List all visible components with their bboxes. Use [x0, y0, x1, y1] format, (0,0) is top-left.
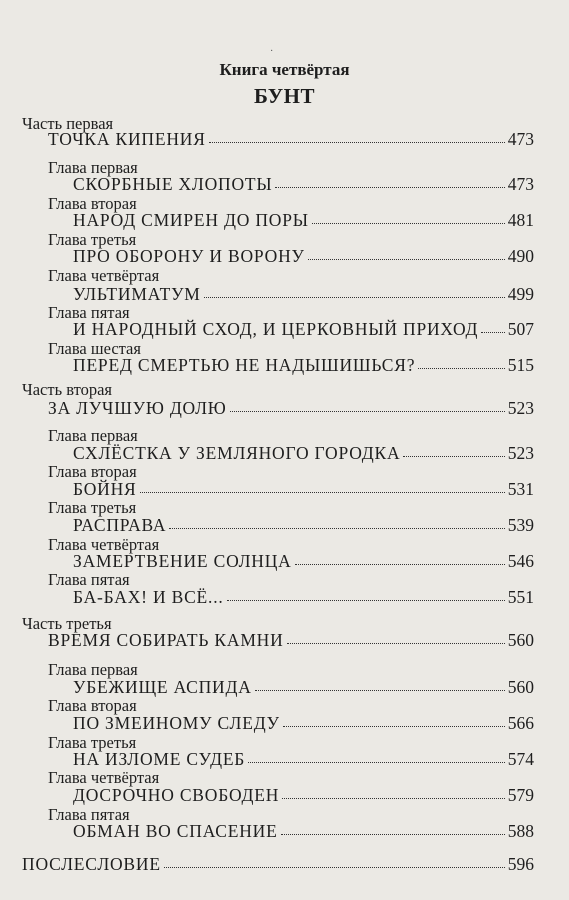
chapter-title: ПЕРЕД СМЕРТЬЮ НЕ НАДЫШИШЬСЯ?: [73, 355, 416, 375]
leader-dots: [281, 833, 505, 835]
page-number: 574: [507, 749, 534, 769]
chapter-entry: [73, 319, 534, 340]
part-title: ТОЧКА КИПЕНИЯ: [48, 129, 206, 149]
leader-dots: [312, 222, 505, 224]
chapter-title: ОБМАН ВО СПАСЕНИЕ: [73, 821, 278, 841]
leader-dots: [140, 491, 505, 493]
chapter-entry: [73, 821, 534, 842]
page-number: 499: [507, 284, 534, 304]
leader-dots: [275, 186, 504, 188]
part-label: Часть первая: [22, 114, 114, 133]
part-entry: [48, 129, 534, 150]
part-label: Часть вторая: [22, 380, 113, 399]
part-entry: [48, 630, 534, 651]
chapter-entry: [73, 443, 534, 464]
leader-dots: [283, 725, 505, 727]
chapter-entry: [73, 515, 534, 536]
page-mark: ·: [270, 46, 274, 57]
part-title: ЗА ЛУЧШУЮ ДОЛЮ: [48, 398, 227, 418]
page-number: 515: [507, 355, 534, 375]
page-number: 566: [507, 713, 534, 733]
chapter-label: Глава пятая: [48, 570, 130, 589]
page-number: 473: [507, 174, 534, 194]
leader-dots: [295, 563, 505, 565]
page-number: 490: [507, 246, 534, 266]
leader-dots: [287, 642, 505, 644]
chapter-title: СХЛЁСТКА У ЗЕМЛЯНОГО ГОРОДКА: [73, 443, 401, 463]
page-number: 523: [507, 443, 534, 463]
leader-dots: [230, 410, 505, 412]
book-title: Книга четвёртая: [219, 60, 350, 79]
chapter-title: ДОСРОЧНО СВОБОДЕН: [73, 785, 280, 805]
page-number: 546: [507, 551, 534, 571]
part-entry: [48, 398, 534, 419]
leader-dots: [282, 797, 505, 799]
chapter-label: Глава вторая: [48, 696, 137, 715]
chapter-title: РАСПРАВА: [73, 515, 167, 535]
chapter-label: Глава четвёртая: [48, 266, 160, 285]
part-title: ВРЕМЯ СОБИРАТЬ КАМНИ: [48, 630, 284, 650]
page-number: 531: [507, 479, 534, 499]
page-number: 539: [507, 515, 534, 535]
chapter-title: УБЕЖИЩЕ АСПИДА: [73, 677, 252, 697]
chapter-label: Глава вторая: [48, 194, 137, 213]
chapter-title: БА-БАХ! И ВСЁ...: [73, 587, 224, 607]
leader-dots: [227, 599, 505, 601]
chapter-entry: [73, 355, 534, 376]
leader-dots: [248, 761, 505, 763]
leader-dots: [403, 455, 504, 457]
leader-dots: [209, 141, 505, 143]
chapter-title: БОЙНЯ: [73, 479, 137, 499]
chapter-entry: [73, 246, 534, 267]
leader-dots: [418, 367, 504, 369]
afterword-title: ПОСЛЕСЛОВИЕ: [22, 854, 161, 874]
chapter-label: Глава вторая: [48, 462, 137, 481]
page-number: 579: [507, 785, 534, 805]
chapter-label: Глава третья: [48, 230, 137, 249]
chapter-entry: [73, 551, 534, 572]
chapter-label: Глава шестая: [48, 339, 141, 358]
chapter-entry: [73, 284, 534, 305]
chapter-label: Глава первая: [48, 426, 138, 445]
chapter-entry: [73, 210, 534, 231]
chapter-entry: [73, 677, 534, 698]
chapter-entry: [73, 587, 534, 608]
chapter-title: СКОРБНЫЕ ХЛОПОТЫ: [73, 174, 273, 194]
chapter-label: Глава четвёртая: [48, 768, 160, 787]
chapter-title: ЗАМЕРТВЕНИЕ СОЛНЦА: [73, 551, 292, 571]
chapter-label: Глава четвёртая: [48, 535, 160, 554]
chapter-entry: [73, 174, 534, 195]
leader-dots: [481, 331, 504, 333]
page-number: 473: [507, 129, 534, 149]
leader-dots: [255, 689, 505, 691]
leader-dots: [169, 527, 504, 529]
page-number: 481: [507, 210, 534, 230]
chapter-label: Глава третья: [48, 498, 137, 517]
chapter-title: ПО ЗМЕИНОМУ СЛЕДУ: [73, 713, 280, 733]
leader-dots: [308, 258, 505, 260]
leader-dots: [164, 866, 505, 868]
chapter-entry: [73, 479, 534, 500]
chapter-label: Глава первая: [48, 158, 138, 177]
page-number: 560: [507, 630, 534, 650]
chapter-title: УЛЬТИМАТУМ: [73, 284, 201, 304]
part-label: Часть третья: [22, 614, 112, 633]
page-number: 596: [507, 854, 534, 874]
page-number: 551: [507, 587, 534, 607]
chapter-label: Глава третья: [48, 733, 137, 752]
page-number: 507: [507, 319, 534, 339]
chapter-title: НАРОД СМИРЕН ДО ПОРЫ: [73, 210, 309, 230]
chapter-entry: [73, 749, 534, 770]
chapter-label: Глава первая: [48, 660, 138, 679]
chapter-title: И НАРОДНЫЙ СХОД, И ЦЕРКОВНЫЙ ПРИХОД: [73, 319, 479, 339]
chapter-title: НА ИЗЛОМЕ СУДЕБ: [73, 749, 246, 769]
chapter-title: ПРО ОБОРОНУ И ВОРОНУ: [73, 246, 305, 266]
chapter-label: Глава пятая: [48, 303, 130, 322]
chapter-entry: [73, 713, 534, 734]
page-number: 560: [507, 677, 534, 697]
chapter-label: Глава пятая: [48, 805, 130, 824]
book-subtitle: БУНТ: [254, 84, 315, 108]
chapter-entry: [73, 785, 534, 806]
afterword-entry: [22, 854, 534, 875]
page-number: 588: [507, 821, 534, 841]
page-number: 523: [507, 398, 534, 418]
leader-dots: [204, 296, 505, 298]
